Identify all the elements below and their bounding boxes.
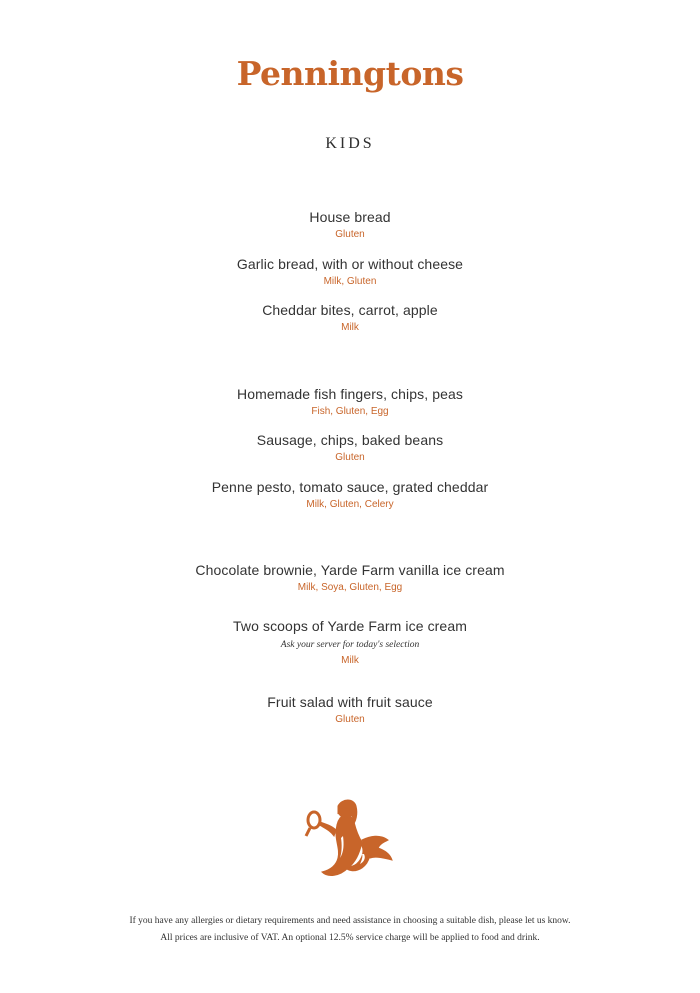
dish-allergens: Gluten [335, 229, 365, 240]
dish-allergens: Fish, Gluten, Egg [311, 406, 389, 417]
menu-item [0, 617, 700, 668]
menu-item [0, 431, 700, 465]
dish-allergens: Gluten [335, 714, 365, 725]
dish-allergens: Gluten [335, 452, 365, 463]
dish-note: Ask your server for today's selection [280, 640, 420, 650]
footer-vat-note: All prices are inclusive of VAT. An optional 12.5% service charge will be applied to food and drink. [160, 933, 540, 943]
section-title: KIDS [325, 135, 375, 152]
dish-allergens: Milk [341, 322, 359, 333]
dish-name: Penne pesto, tomato sauce, grated cheddar [211, 479, 489, 495]
menu-item [0, 385, 700, 419]
dish-name: Two scoops of Yarde Farm ice cream [233, 618, 467, 634]
dish-allergens: Milk [341, 655, 359, 666]
menu-item [0, 301, 700, 335]
mermaid-icon [300, 796, 400, 886]
dish-name: Homemade fish fingers, chips, peas [237, 386, 463, 402]
menu-item [0, 561, 700, 595]
dish-name: Chocolate brownie, Yarde Farm vanilla ice cream [195, 562, 505, 578]
dish-allergens: Milk, Gluten [323, 276, 377, 287]
menu-item [0, 693, 700, 727]
dish-allergens: Milk, Gluten, Celery [306, 499, 394, 510]
footer-notes [0, 913, 700, 947]
menu-item [0, 208, 700, 242]
dish-name: Fruit salad with fruit sauce [267, 694, 433, 710]
footer-allergy-note: If you have any allergies or dietary requirements and need assistance in choosing a suitable dish, please let us know. [129, 916, 571, 926]
menu-item [0, 478, 700, 512]
dish-name: House bread [309, 209, 391, 225]
brand-logo-text: Penningtons [236, 54, 464, 93]
dish-name: Sausage, chips, baked beans [256, 432, 444, 448]
menu-item [0, 255, 700, 289]
dish-allergens: Milk, Soya, Gluten, Egg [297, 582, 403, 593]
dish-name: Cheddar bites, carrot, apple [262, 302, 438, 318]
dish-name: Garlic bread, with or without cheese [236, 256, 464, 272]
